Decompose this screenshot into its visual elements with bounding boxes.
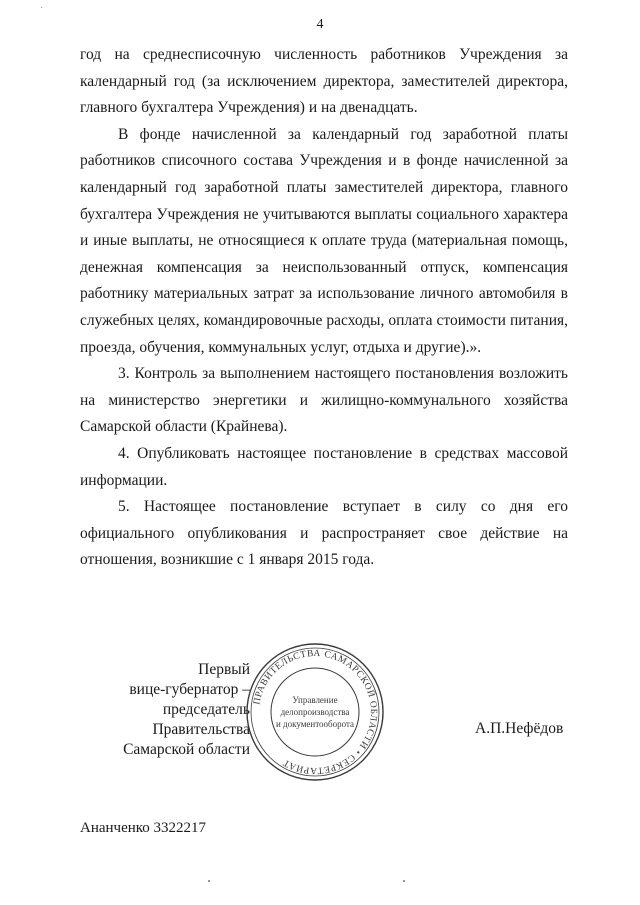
- corner-mark: ˙: [40, 6, 44, 17]
- position-line: Первый: [198, 661, 250, 678]
- position-line: Самарской области: [123, 741, 250, 758]
- position-line: вице-губернатор –: [129, 681, 250, 698]
- seal-center-line: Управление: [292, 695, 338, 705]
- seal-ring-text: ПРАВИТЕЛЬСТВА САМАРСКОЙ ОБЛАСТИ • СЕКРЕТАРИАТ: [252, 648, 379, 776]
- paragraph-item-4: 4. Опубликовать настоящее постановление в средствах массовой информации.: [80, 444, 568, 489]
- position-line: председатель Правительства: [152, 701, 250, 738]
- page-number: 4: [316, 17, 324, 32]
- scan-speck: [208, 880, 210, 882]
- document-body: [80, 42, 568, 574]
- paragraph-item-3: 3. Контроль за выполнением настоящего постановления возложить на министерство энергетики и жилищно-коммунального хозяйства Самарской области (Крайнева).: [80, 365, 568, 436]
- signatory-name: А.П.Нефёдов: [475, 720, 564, 737]
- paragraph-continuation: год на среднесписочную численность работников Учреждения за календарный год (за исключением директора, заместителей директора, главного бухгалтера Учреждения) и на двенадцать.: [80, 46, 568, 117]
- scan-speck: [403, 880, 405, 882]
- paragraph-payroll-fund: В фонде начисленной за календарный год заработной платы работников списочного состава Учреждения и в фонде начисленной за календарный год заработной платы заместителей директора, главного бухгалтера Учреждения не учитываются выплаты социального характера и иные выплаты, не относящиеся к оплате труда (материальная помощь, денежная компенсация за неиспользованный отпуск, компенсация работнику материальных затрат за использование личного автомобиля в служебных целях, командировочные расходы, оплата стоимости питания, проезда, обучения, коммунальных услуг, отдыха и другие).».: [80, 125, 568, 356]
- seal-center-line: и документооборота: [275, 719, 355, 729]
- paragraph-item-5: 5. Настоящее постановление вступает в силу со дня его официального опубликования и распространяет свое действие на отношения, возникшие с 1 января 2015 года.: [80, 498, 568, 569]
- seal-center-line: делопроизводства: [280, 707, 350, 717]
- executor-contact: Ананченко 3322217: [80, 820, 207, 836]
- official-seal-stamp: [244, 641, 386, 783]
- signatory-position: [80, 660, 250, 760]
